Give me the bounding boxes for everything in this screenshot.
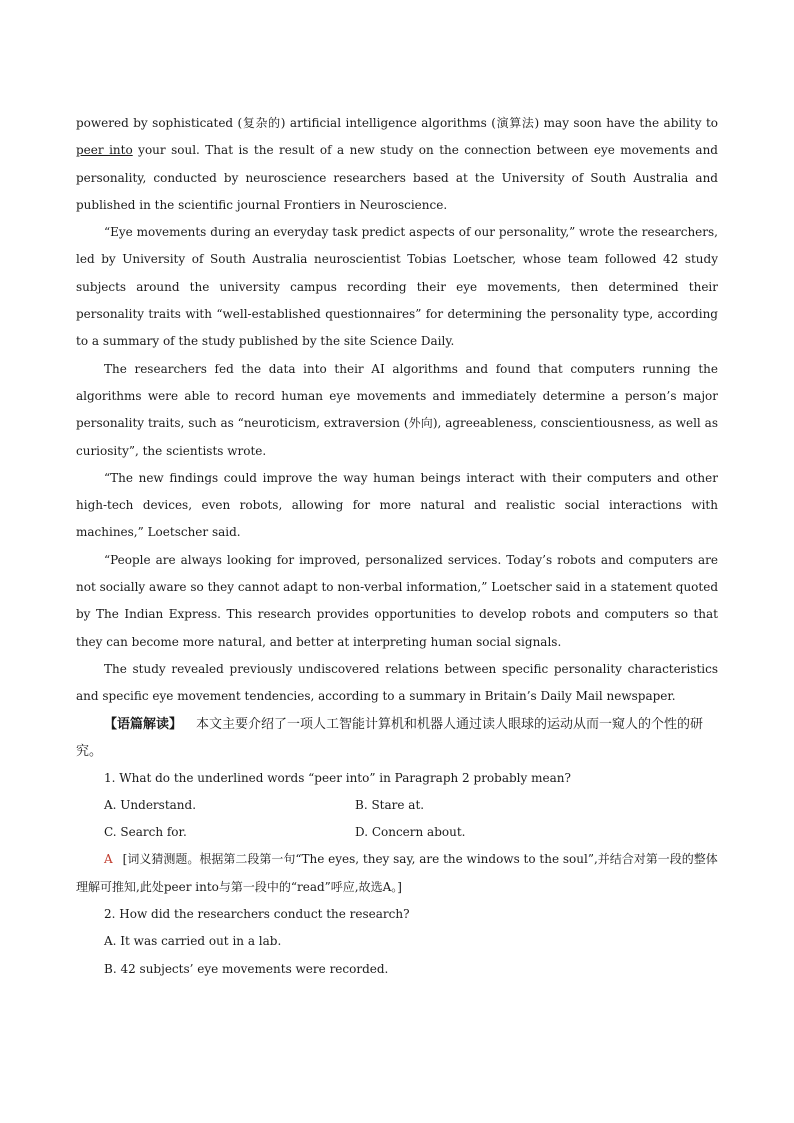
analysis-tag: 【语篇解读】 (104, 716, 183, 732)
question-1-options-row-2 (76, 819, 718, 846)
question-1-option-d: D. Concern about. (355, 825, 466, 840)
paragraph-4: “The new findings could improve the way human beings interact with their computers and other high-tech devices, even robots, allowing for more natural and realistic social interactions with machines,” Loetscher said. (76, 470, 718, 540)
question-1-answer (76, 846, 718, 901)
question-1-options-row-1 (76, 792, 718, 819)
paragraph-1-start: powered by sophisticated (复杂的) artificial intelligence algorithms (演算法) may soon have the ability to (76, 116, 718, 130)
underlined-phrase: peer into (76, 143, 133, 158)
question-1-stem: 1. What do the underlined words “peer into” in Paragraph 2 probably mean? (104, 770, 571, 785)
paragraph-3: The researchers fed the data into their AI algorithms and found that computers running the algorithms were able to record human eye movements and immediately determine a person’s major personality traits, such as “neuroticism, extraversion (外向), agreeableness, conscientiousness, as well as curiosity”, the scientists wrote. (76, 361, 718, 458)
paragraph-1 (76, 110, 718, 219)
question-1-option-a: A. Understand. (104, 797, 197, 812)
answer-key: A (104, 852, 113, 867)
question-1-option-b: B. Stare at. (355, 797, 425, 812)
question-2-stem: 2. How did the researchers conduct the research? (104, 907, 410, 922)
paragraph-2: “Eye movements during an everyday task predict aspects of our personality,” wrote the researchers, led by University of South Australia neuroscientist Tobias Loetscher, whose team followed 42 study subjects around the university campus recording their eye movements, then determined their personality traits with “well-established questionnaires” for determining the personality type, according to a summary of the study published by the site Science Daily. (76, 225, 718, 349)
question-2-option-b: B. 42 subjects’ eye movements were recorded. (104, 961, 389, 976)
paragraph-5: “People are always looking for improved, personalized services. Today’s robots and computers are not socially aware so they cannot adapt to non-verbal information,” Loetscher said in a statement quoted by The Indian Express. This research provides opportunities to develop robots and computers so that they can become more natural, and better at interpreting human social signals. (76, 552, 718, 649)
paragraph-6: The study revealed previously undiscovered relations between specific personality characteristics and specific eye movement tendencies, according to a summary in Britain’s Daily Mail newspaper. (76, 661, 718, 704)
paragraph-1-end: your soul. That is the result of a new study on the connection between eye movements and personality, conducted by neuroscience researchers based at the University of South Australia and published in the scientific journal Frontiers in Neuroscience. (76, 143, 718, 212)
question-2-option-a: A. It was carried out in a lab. (104, 934, 282, 949)
discourse-analysis (76, 711, 718, 765)
analysis-text: 本文主要介绍了一项人工智能计算机和机器人通过读人眼球的运动从而一窥人的个性的研究。 (76, 716, 704, 759)
answer-explanation: [词义猜测题。根据第二段第一句“The eyes, they say, are the windows to the soul”,并结合对第一段的整体理解可推知,此处peer into与第一段中的“read”呼应,故选A。] (76, 852, 718, 894)
document-page (76, 110, 718, 983)
question-1-option-c: C. Search for. (104, 825, 187, 840)
